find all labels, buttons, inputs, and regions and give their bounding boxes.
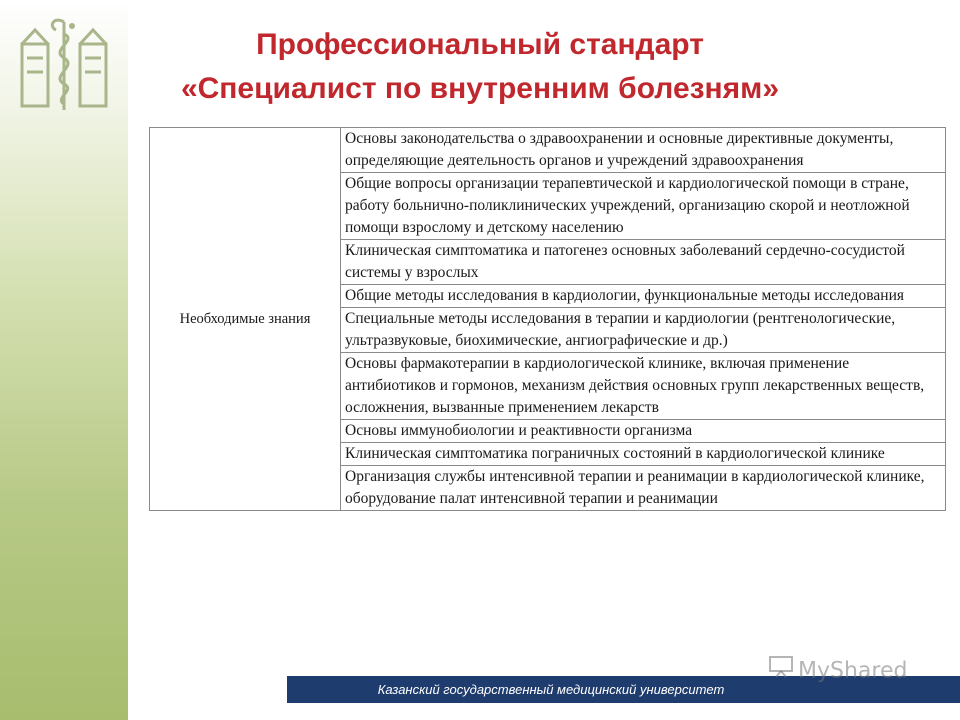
knowledge-item: Общие методы исследования в кардиологии, функциональные методы исследования: [341, 285, 946, 308]
knowledge-item: Общие вопросы организации терапевтической и кардиологической помощи в стране, работу больнично-поликлинических учреждений, организацию скорой и неотложной помощи взрослому и детскому населению: [341, 173, 946, 240]
knowledge-item: Основы законодательства о здравоохранении и основные директивные документы, определяющие деятельность органов и учреждений здравоохранения: [341, 128, 946, 173]
knowledge-item: Организация службы интенсивной терапии и реанимации в кардиологической клинике, оборудование палат интенсивной терапии и реанимации: [341, 466, 946, 511]
row-label-cell: Необходимые знания: [150, 128, 341, 511]
table-row: [150, 128, 946, 173]
watermark-text: MyShared: [798, 658, 908, 684]
knowledge-table: [149, 127, 946, 511]
knowledge-item: Основы фармакотерапии в кардиологической клинике, включая применение антибиотиков и гормонов, механизм действия основных групп лекарственных веществ, осложнения, вызванные применением лекарств: [341, 353, 946, 420]
university-logo-icon: [14, 14, 114, 114]
slide-title-line2: «Специалист по внутренним болезням»: [180, 72, 780, 105]
watermark: [768, 654, 928, 688]
knowledge-item: Основы иммунобиологии и реактивности организма: [341, 420, 946, 443]
footer-university-name: Казанский государственный медицинский университет: [377, 682, 725, 697]
knowledge-item: Клиническая симптоматика и патогенез основных заболеваний сердечно-сосудистой системы у взрослых: [341, 240, 946, 285]
knowledge-item: Клиническая симптоматика пограничных состояний в кардиологической клинике: [341, 443, 946, 466]
slide-title-line1: Профессиональный стандарт: [256, 28, 704, 61]
knowledge-item: Специальные методы исследования в терапии и кардиологии (рентгенологические, ультразвуковые, биохимические, ангиографические и др.): [341, 308, 946, 353]
presentation-icon: [768, 654, 794, 689]
